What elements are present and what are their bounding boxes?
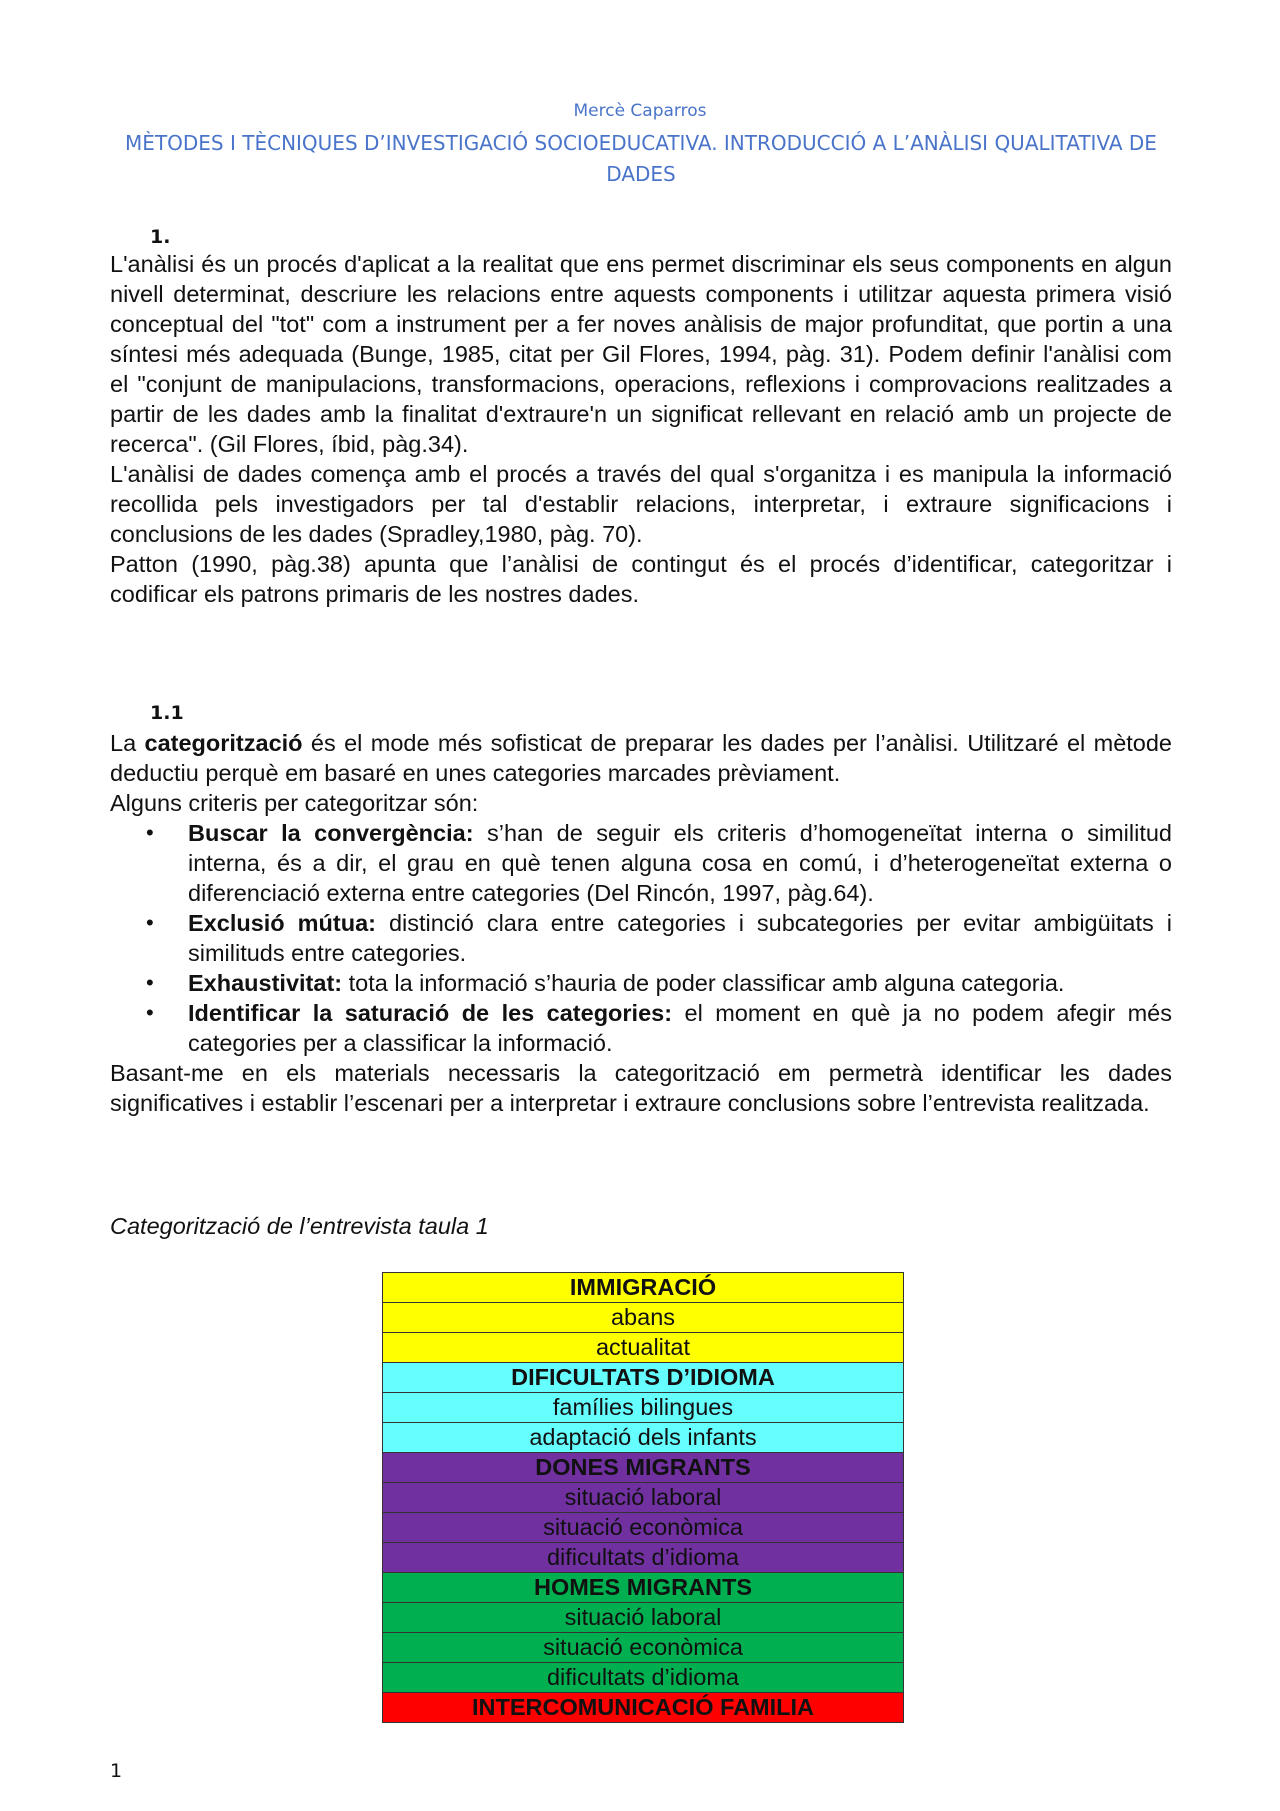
table-row	[383, 1483, 904, 1513]
criteria-term: Identificar la saturació de les categories:	[188, 1000, 673, 1026]
criteria-term: Buscar la convergència:	[188, 820, 474, 846]
criteria-text: tota la informació s’hauria de poder classificar amb alguna categoria.	[342, 970, 1065, 996]
table-row	[383, 1453, 904, 1483]
subcategory-cell: abans	[383, 1303, 904, 1333]
criteria-text: el moment en què ja no podem afegir més categories per a classificar la informació.	[188, 1000, 1172, 1056]
criteria-text: distinció clara entre categories i subcategories per evitar ambigüitats i similituds entre categories.	[188, 910, 1172, 966]
subcategory-cell: situació econòmica	[383, 1633, 904, 1663]
intro-text: La	[110, 730, 145, 756]
section-1-body	[110, 249, 1172, 609]
table-row	[383, 1303, 904, 1333]
subcategory-cell: dificultats d’idioma	[383, 1543, 904, 1573]
subcategory-cell: actualitat	[383, 1333, 904, 1363]
table-row	[383, 1693, 904, 1723]
table-row	[383, 1663, 904, 1693]
criteria-item	[110, 908, 1172, 968]
criteria-term: Exhaustivitat:	[188, 970, 343, 996]
categorization-table-body	[383, 1273, 904, 1723]
closing-paragraph: Basant-me en els materials necessaris la categorització em permetrà identificar les dades significatives i establir l’escenari per a interpretar i extraure conclusions sobre l’entrevista realitzada.	[110, 1060, 1172, 1116]
category-header-cell: DIFICULTATS D’IDIOMA	[383, 1363, 904, 1393]
criteria-intro: Alguns criteris per categoritzar són:	[110, 790, 479, 816]
category-header-cell: INTERCOMUNICACIÓ FAMILIA	[383, 1693, 904, 1723]
bullet-icon: •	[146, 970, 154, 995]
page-number: 1	[110, 1760, 123, 1782]
table-row	[383, 1633, 904, 1663]
table-row	[383, 1603, 904, 1633]
section-1-paragraph: Patton (1990, pàg.38) apunta que l’anàlisi de contingut és el procés d’identificar, categoritzar i codificar els patrons primaris de les nostres dades.	[110, 551, 1172, 607]
criteria-item	[110, 998, 1172, 1058]
table-row	[383, 1333, 904, 1363]
category-header-cell: HOMES MIGRANTS	[383, 1573, 904, 1603]
subcategory-cell: adaptació dels infants	[383, 1423, 904, 1453]
category-header-cell: IMMIGRACIÓ	[383, 1273, 904, 1303]
section-1-1-number: 1.1	[150, 702, 184, 724]
subcategory-cell: dificultats d’idioma	[383, 1663, 904, 1693]
table-row	[383, 1543, 904, 1573]
bullet-icon: •	[146, 1000, 154, 1025]
table-caption: Categorització de l’entrevista taula 1	[110, 1213, 489, 1239]
section-1-1-body	[110, 728, 1172, 1118]
table-row	[383, 1423, 904, 1453]
table-row	[383, 1273, 904, 1303]
table-row	[383, 1363, 904, 1393]
subcategory-cell: situació econòmica	[383, 1513, 904, 1543]
table-row	[383, 1513, 904, 1543]
header-author: Mercè Caparros	[573, 101, 707, 121]
subcategory-cell: famílies bilingues	[383, 1393, 904, 1423]
criteria-list	[110, 818, 1172, 1058]
criteria-item	[110, 818, 1172, 908]
table-row	[383, 1573, 904, 1603]
subcategory-cell: situació laboral	[383, 1483, 904, 1513]
categorization-intro	[110, 728, 1172, 788]
bullet-icon: •	[146, 910, 154, 935]
intro-bold-term: categorització	[144, 730, 303, 756]
categorization-table	[382, 1272, 904, 1723]
section-1-number: 1.	[150, 226, 171, 248]
subcategory-cell: situació laboral	[383, 1603, 904, 1633]
criteria-text: s’han de seguir els criteris d’homogeneïtat interna o similitud interna, és a dir, el grau en què tenen alguna cosa en comú, i d’heterogeneïtat externa o diferenciació externa entre categories (Del Rincón, 1997, pàg.64).	[188, 820, 1172, 906]
section-1-paragraph: L'anàlisi és un procés d'aplicat a la realitat que ens permet discriminar els seus components en algun nivell determinat, descriure les relacions entre aquests components i utilitzar aquesta primera visió conceptual del "tot" com a instrument per a fer noves anàlisis de major profunditat, que portin a una síntesi més adequada (Bunge, 1985, citat per Gil Flores, 1994, pàg. 31). Podem definir l'anàlisi com el "conjunt de manipulacions, transformacions, operacions, reflexions i comprovacions realitzades a partir de les dades amb la finalitat d'extraure'n un significat rellevant en relació amb un projecte de recerca". (Gil Flores, íbid, pàg.34).	[110, 251, 1172, 457]
header-title: MÈTODES I TÈCNIQUES D’INVESTIGACIÓ SOCIOEDUCATIVA. INTRODUCCIÓ A L’ANÀLISI QUALITATIVA DE DADES	[125, 131, 1157, 186]
table-row	[383, 1393, 904, 1423]
bullet-icon: •	[146, 820, 154, 845]
intro-text: és el mode més sofisticat de preparar les dades per l’anàlisi. Utilitzaré el mètode deductiu perquè em basaré en unes categories marcades prèviament.	[110, 730, 1172, 786]
criteria-item	[110, 968, 1172, 998]
section-1-paragraph: L'anàlisi de dades comença amb el procés a través del qual s'organitza i es manipula la informació recollida pels investigadors per tal d'establir relacions, interpretar, i extraure significacions i conclusions de les dades (Spradley,1980, pàg. 70).	[110, 461, 1172, 547]
criteria-term: Exclusió mútua:	[188, 910, 376, 936]
category-header-cell: DONES MIGRANTS	[383, 1453, 904, 1483]
